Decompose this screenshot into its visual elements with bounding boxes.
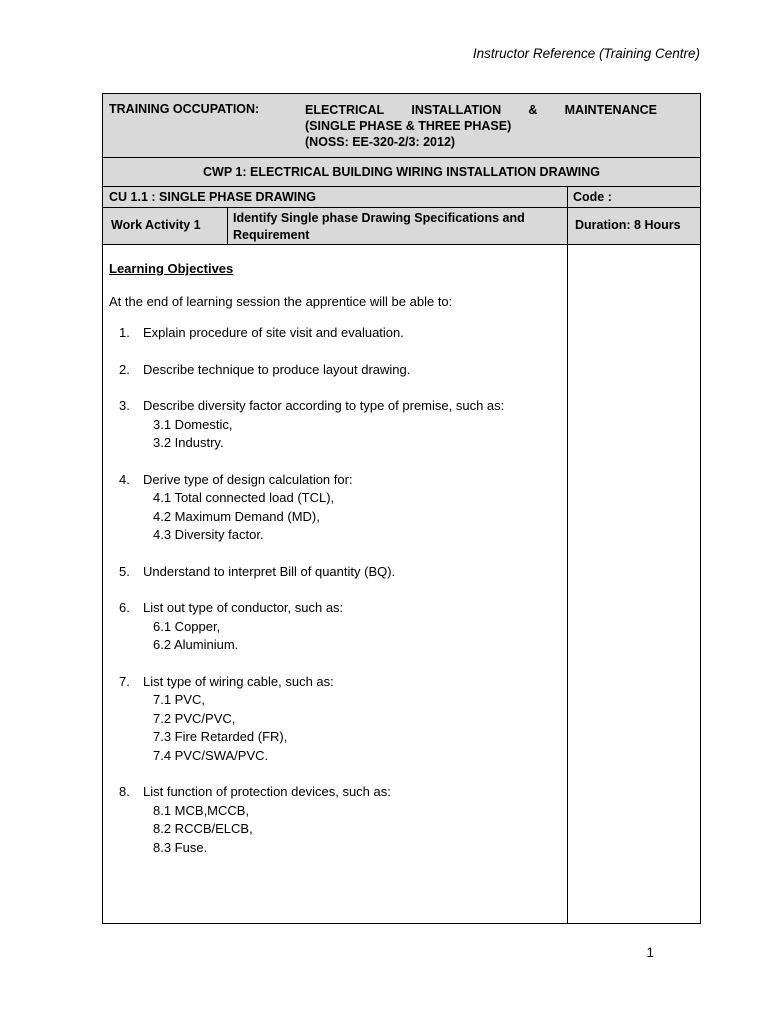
objective-text: List type of wiring cable, such as: — [143, 673, 334, 689]
objective-subitem: 7.4 PVC/SWA/PVC. — [153, 747, 269, 763]
column-divider-activity — [227, 208, 228, 245]
objective-subitem: 6.2 Aluminium. — [153, 637, 239, 652]
objective-number: 4. — [119, 471, 130, 487]
list-item — [109, 324, 559, 343]
occupation-line-2: (SINGLE PHASE & THREE PHASE) — [305, 119, 512, 133]
objective-number: 7. — [119, 673, 130, 689]
page-number: 1 — [646, 945, 654, 960]
list-item — [109, 471, 559, 545]
objective-text: List out type of conductor, such as: — [143, 600, 344, 615]
objective-text: Describe technique to produce layout drawing. — [143, 361, 411, 377]
work-activity-title: Identify Single phase Drawing Specifications and Requirement — [233, 211, 525, 242]
objective-subitem: 3.1 Domestic, — [153, 416, 233, 432]
objective-subitem: 4.3 Diversity factor. — [153, 527, 264, 542]
instructor-form-table — [102, 93, 701, 924]
objective-subitem: 8.3 Fuse. — [153, 839, 208, 855]
objective-subitem: 7.2 PVC/PVC, — [153, 710, 236, 726]
objective-main — [109, 397, 559, 416]
occupation-word: INSTALLATION — [411, 103, 502, 117]
occupation-line-1 — [305, 102, 657, 118]
list-item — [109, 397, 559, 453]
objective-text: List function of protection devices, such as: — [143, 784, 391, 799]
objective-subitem: 4.1 Total connected load (TCL), — [153, 490, 335, 505]
objective-text: Explain procedure of site visit and evaluation. — [143, 325, 404, 340]
occupation-word: MAINTENANCE — [564, 103, 657, 117]
list-item — [109, 673, 559, 766]
occupation-row — [103, 94, 700, 158]
occupation-line-3: (NOSS: EE-320-2/3: 2012) — [305, 135, 456, 149]
objective-main — [109, 599, 559, 618]
work-activity-row — [103, 208, 700, 245]
objective-number: 5. — [119, 563, 130, 579]
code-label: Code : — [573, 190, 612, 204]
occupation-value — [305, 102, 657, 150]
occupation-label: TRAINING OCCUPATION: — [109, 102, 260, 116]
cu-title: CU 1.1 : SINGLE PHASE DRAWING — [109, 190, 316, 204]
objective-main — [109, 563, 559, 582]
objective-subitem: 8.1 MCB,MCCB, — [153, 802, 250, 818]
objective-subitem: 4.2 Maximum Demand (MD), — [153, 508, 320, 524]
intro-text: At the end of learning session the apprentice will be able to: — [109, 293, 453, 309]
objective-subitem: 7.3 Fire Retarded (FR), — [153, 729, 288, 744]
cu-row — [103, 187, 700, 208]
objective-main — [109, 324, 559, 343]
objective-main — [109, 471, 559, 490]
objective-list — [109, 324, 559, 857]
list-item — [109, 563, 559, 582]
column-divider-right — [567, 187, 568, 923]
cwp-row: CWP 1: ELECTRICAL BUILDING WIRING INSTALLATION DRAWING — [103, 158, 700, 187]
objective-subitem: 8.2 RCCB/ELCB, — [153, 821, 253, 836]
learning-objectives-heading: Learning Objectives — [109, 261, 234, 276]
objective-subitem: 3.2 Industry. — [153, 435, 224, 450]
occupation-word: & — [528, 103, 538, 117]
list-item — [109, 599, 559, 655]
running-head: Instructor Reference (Training Centre) — [472, 46, 700, 61]
objective-number: 8. — [119, 784, 130, 799]
objective-subitem: 7.1 PVC, — [153, 692, 206, 707]
objective-number: 1. — [119, 325, 130, 340]
objective-main — [109, 783, 559, 802]
objective-text: Describe diversity factor according to type of premise, such as: — [143, 398, 505, 413]
duration-label: Duration: 8 Hours — [575, 218, 681, 232]
occupation-word: ELECTRICAL — [305, 103, 385, 117]
learning-objectives — [109, 260, 559, 875]
objective-text: Understand to interpret Bill of quantity (BQ). — [143, 563, 396, 579]
objective-number: 3. — [119, 398, 130, 413]
list-item — [109, 361, 559, 380]
objective-number: 2. — [119, 361, 130, 377]
objective-main — [109, 673, 559, 692]
objective-number: 6. — [119, 600, 130, 615]
objective-main — [109, 361, 559, 380]
objective-subitem: 6.1 Copper, — [153, 618, 221, 634]
work-activity-label: Work Activity 1 — [111, 218, 201, 232]
list-item — [109, 783, 559, 857]
objective-text: Derive type of design calculation for: — [143, 471, 353, 487]
